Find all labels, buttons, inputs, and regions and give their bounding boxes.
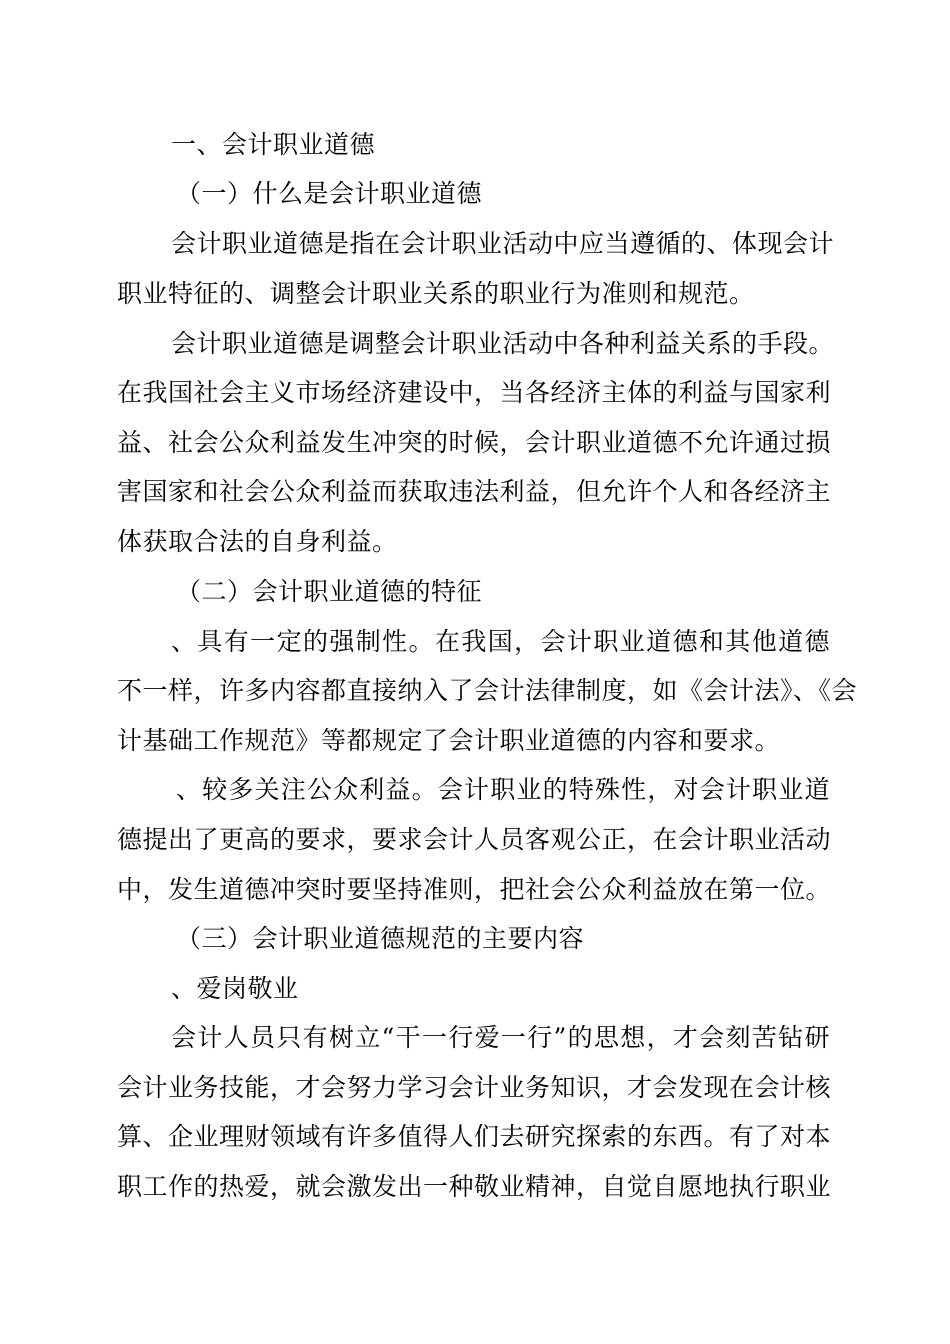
- paragraph-line: 会计职业道德是调整会计职业活动中各种利益关系的手段。: [171, 329, 835, 358]
- subheading-1: （一）什么是会计职业道德: [176, 179, 483, 208]
- item-heading: 、爱岗敬业: [171, 974, 299, 1003]
- paragraph-line: 会计人员只有树立“干一行爱一行”的思想，才会刻苦钻研: [171, 1023, 830, 1052]
- paragraph-line: 益、社会公众利益发生冲突的时候，会计职业道德不允许通过损: [117, 428, 832, 457]
- paragraph-line: 职工作的热爱，就会激发出一种敬业精神，自觉自愿地执行职业: [117, 1172, 832, 1201]
- heading-1: 一、会计职业道德: [171, 130, 376, 159]
- paragraph-line: 算、企业理财领域有许多值得人们去研究探索的东西。有了对本: [117, 1122, 832, 1151]
- subheading-2: （二）会计职业道德的特征: [176, 577, 483, 606]
- paragraph-line: 会计业务技能，才会努力学习会计业务知识，才会发现在会计核: [117, 1073, 832, 1102]
- paragraph-line: 会计职业道德是指在会计职业活动中应当遵循的、体现会计: [171, 229, 835, 258]
- paragraph-line: 职业特征的、调整会计职业关系的职业行为准则和规范。: [117, 279, 755, 308]
- paragraph-line: 害国家和社会公众利益而获取违法利益，但允许个人和各经济主: [117, 477, 832, 506]
- paragraph-line: 在我国社会主义市场经济建设中，当各经济主体的利益与国家利: [117, 378, 832, 407]
- paragraph-line: 计基础工作规范》等都规定了会计职业道德的内容和要求。: [117, 726, 781, 755]
- paragraph-line: 、具有一定的强制性。在我国，会计职业道德和其他道德: [171, 627, 830, 656]
- paragraph-line: 德提出了更高的要求，要求会计人员客观公正，在会计职业活动: [117, 825, 832, 854]
- paragraph-line: 、较多关注公众利益。会计职业的特殊性，对会计职业道: [176, 775, 830, 804]
- subheading-3: （三）会计职业道德规范的主要内容: [176, 924, 585, 953]
- paragraph-line: 中，发生道德冲突时要坚持准则，把社会公众利益放在第一位。: [117, 875, 832, 904]
- paragraph-line: 不一样，许多内容都直接纳入了会计法律制度，如《会计法》、《会: [117, 676, 858, 705]
- paragraph-line: 体获取合法的自身利益。: [117, 527, 398, 556]
